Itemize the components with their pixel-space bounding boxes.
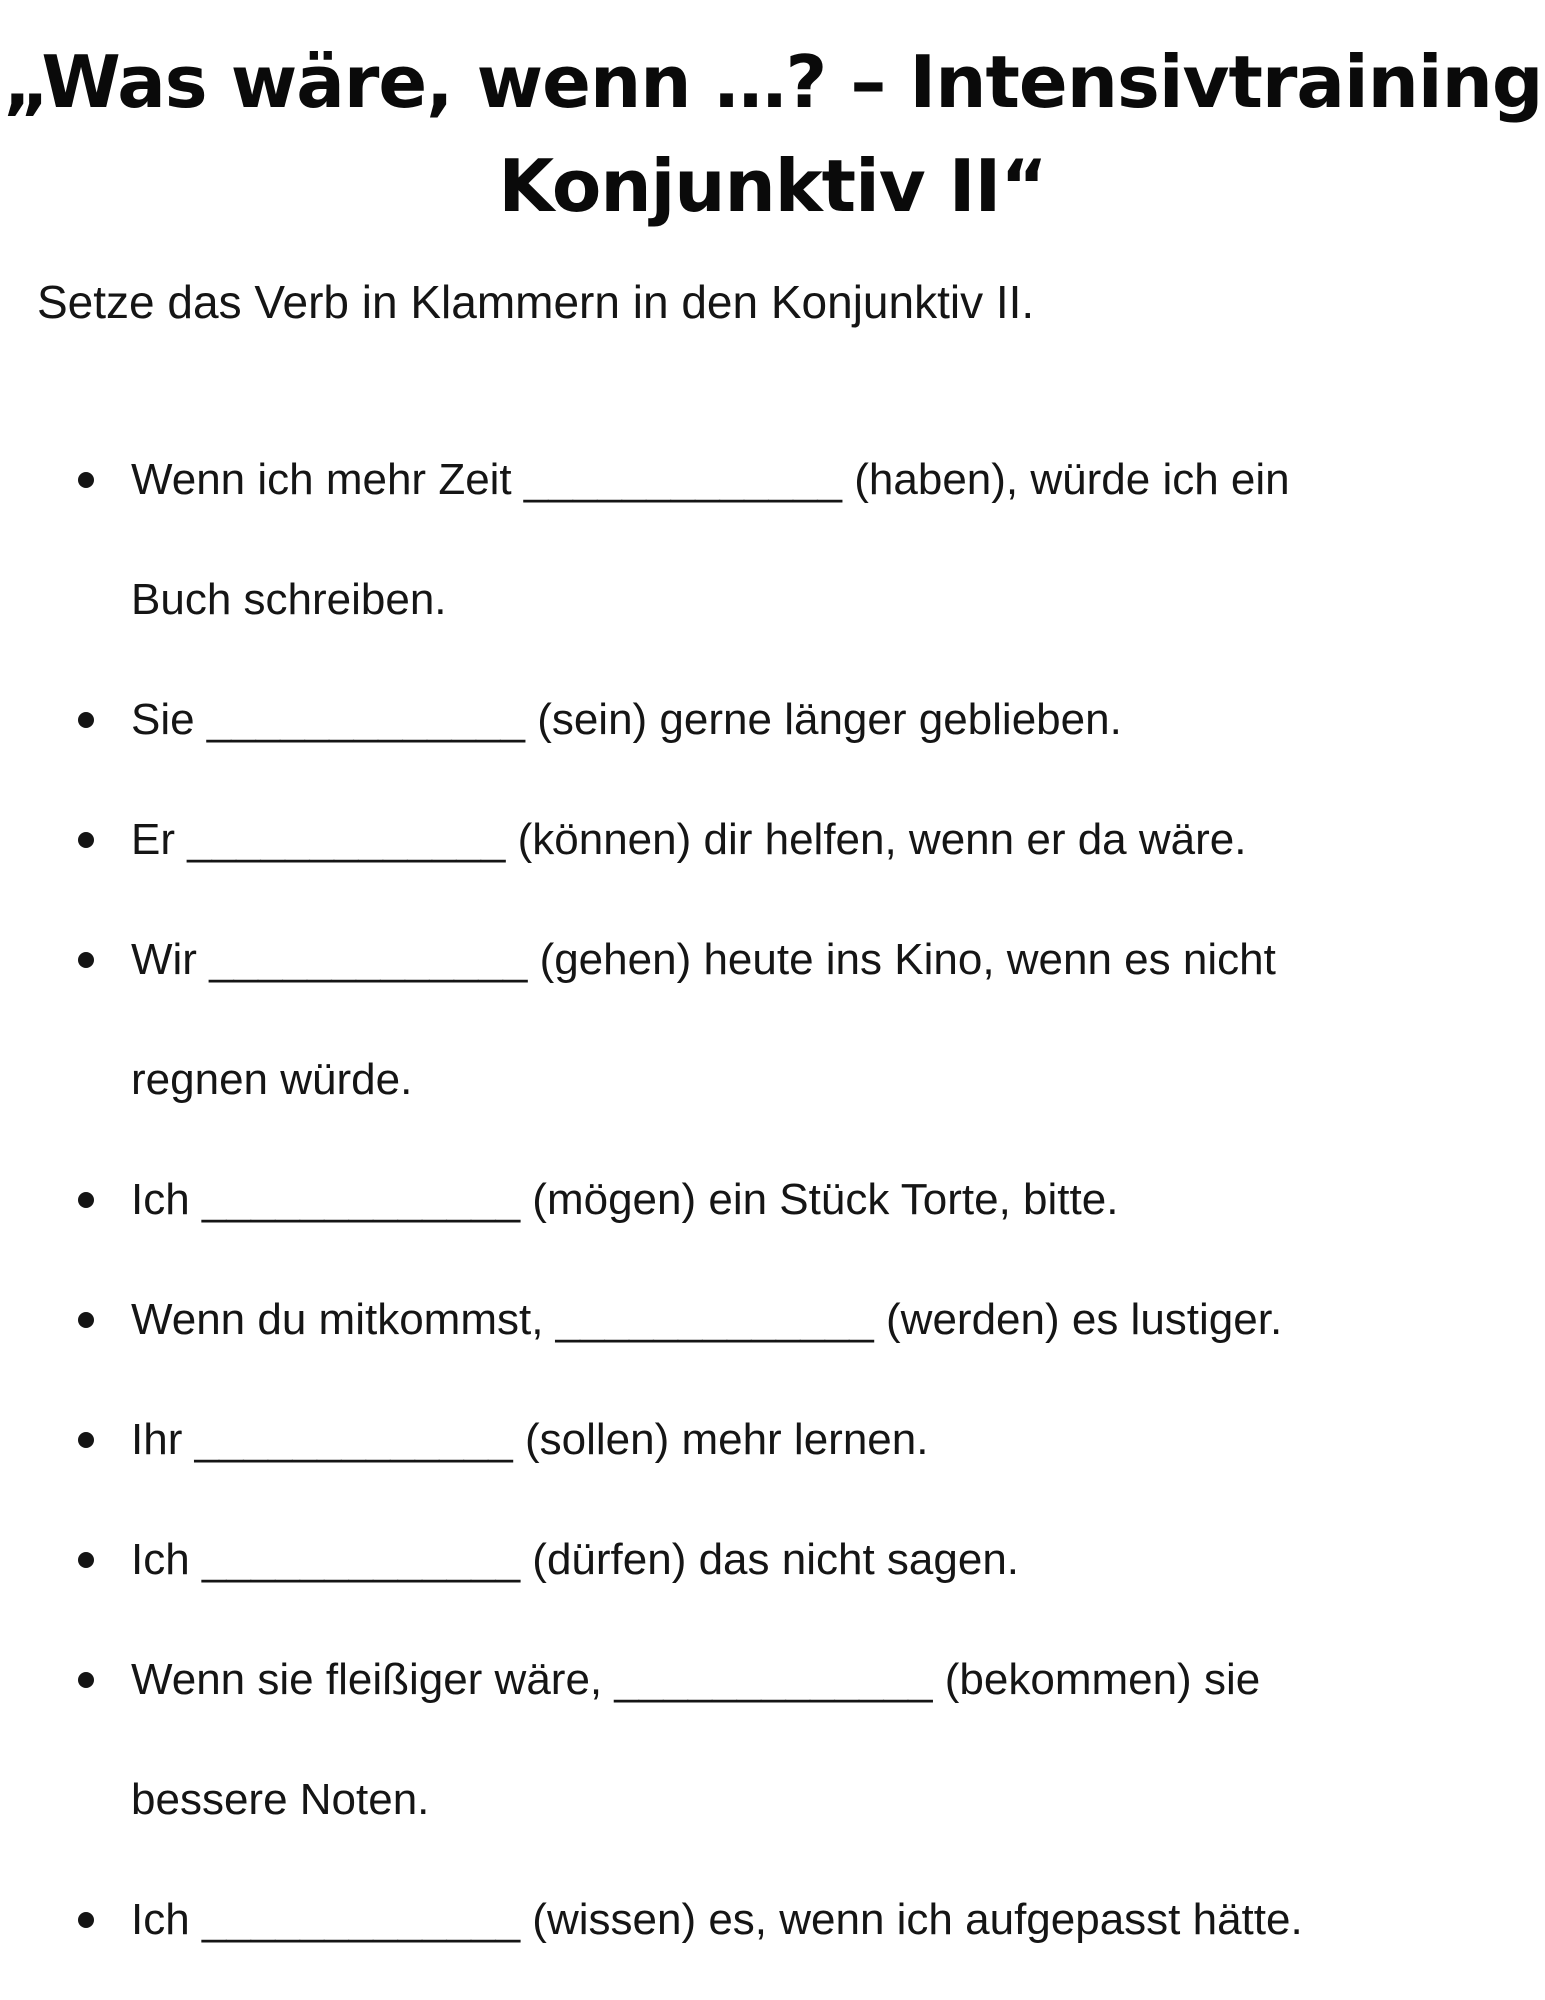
exercise-item-1 bbox=[0, 420, 1545, 660]
exercise-item-4 bbox=[0, 900, 1545, 1140]
exercise-text-after: (haben), würde ich ein Buch schreiben. bbox=[131, 455, 1290, 624]
bullet-icon bbox=[78, 1552, 94, 1568]
bullet-icon bbox=[78, 472, 94, 488]
bullet-icon bbox=[78, 1312, 94, 1328]
exercise-item-8 bbox=[0, 1500, 1545, 1620]
exercise-text-before: Ich bbox=[131, 1895, 190, 1944]
bullet-icon bbox=[78, 832, 94, 848]
page-title bbox=[0, 30, 1545, 238]
exercise-text-after: (wissen) es, wenn ich aufgepasst hätte. bbox=[532, 1895, 1303, 1944]
bullet-icon bbox=[78, 712, 94, 728]
instruction-text: Setze das Verb in Klammern in den Konjunktiv II. bbox=[37, 276, 1035, 328]
answer-blank: _____________ bbox=[201, 1175, 521, 1224]
bullet-icon bbox=[78, 1192, 94, 1208]
exercise-item-2 bbox=[0, 660, 1545, 780]
exercise-item-9 bbox=[0, 1620, 1545, 1860]
bullet-icon bbox=[78, 1672, 94, 1688]
exercise-text-after: (sollen) mehr lernen. bbox=[524, 1415, 929, 1464]
exercise-item-3 bbox=[0, 780, 1545, 900]
exercise-item-7 bbox=[0, 1380, 1545, 1500]
exercise-text-after: (können) dir helfen, wenn er da wäre. bbox=[517, 815, 1247, 864]
exercise-list bbox=[0, 420, 1545, 1980]
answer-blank: _____________ bbox=[206, 695, 525, 744]
exercise-text-before: Wenn sie fleißiger wäre, bbox=[131, 1655, 603, 1704]
exercise-text-after: (sein) gerne länger geblieben. bbox=[537, 695, 1122, 744]
bullet-icon bbox=[78, 1432, 94, 1448]
bullet-icon bbox=[78, 952, 94, 968]
answer-blank: _____________ bbox=[523, 455, 843, 504]
title-line-1: „Was wäre, wenn …? – Intensivtraining bbox=[2, 40, 1543, 124]
exercise-text-before: Wir bbox=[131, 935, 197, 984]
answer-blank: _____________ bbox=[187, 815, 506, 864]
exercise-text-before: Ich bbox=[131, 1535, 190, 1584]
exercise-text-before: Ich bbox=[131, 1175, 190, 1224]
answer-blank: _____________ bbox=[201, 1895, 521, 1944]
exercise-text-after: (bekommen) sie bessere Noten. bbox=[131, 1655, 1261, 1824]
exercise-item-10 bbox=[0, 1860, 1545, 1980]
title-line-2: Konjunktiv II“ bbox=[498, 144, 1047, 228]
answer-blank: _____________ bbox=[614, 1655, 933, 1704]
exercise-text-after: (dürfen) das nicht sagen. bbox=[532, 1535, 1020, 1584]
exercise-text-after: (werden) es lustiger. bbox=[886, 1295, 1283, 1344]
exercise-text-before: Sie bbox=[131, 695, 195, 744]
bullet-icon bbox=[78, 1912, 94, 1928]
answer-blank: _____________ bbox=[209, 935, 528, 984]
exercise-item-6 bbox=[0, 1260, 1545, 1380]
exercise-text-before: Er bbox=[131, 815, 175, 864]
exercise-text-before: Ihr bbox=[131, 1415, 183, 1464]
exercise-text-after: (mögen) ein Stück Torte, bitte. bbox=[532, 1175, 1119, 1224]
exercise-text-before: Wenn ich mehr Zeit bbox=[131, 455, 512, 504]
exercise-item-5 bbox=[0, 1140, 1545, 1260]
answer-blank: _____________ bbox=[555, 1295, 874, 1344]
exercise-text-after: (gehen) heute ins Kino, wenn es nicht regnen würde. bbox=[131, 935, 1276, 1104]
answer-blank: _____________ bbox=[201, 1535, 521, 1584]
answer-blank: _____________ bbox=[194, 1415, 513, 1464]
exercise-text-before: Wenn du mitkommst, bbox=[131, 1295, 544, 1344]
